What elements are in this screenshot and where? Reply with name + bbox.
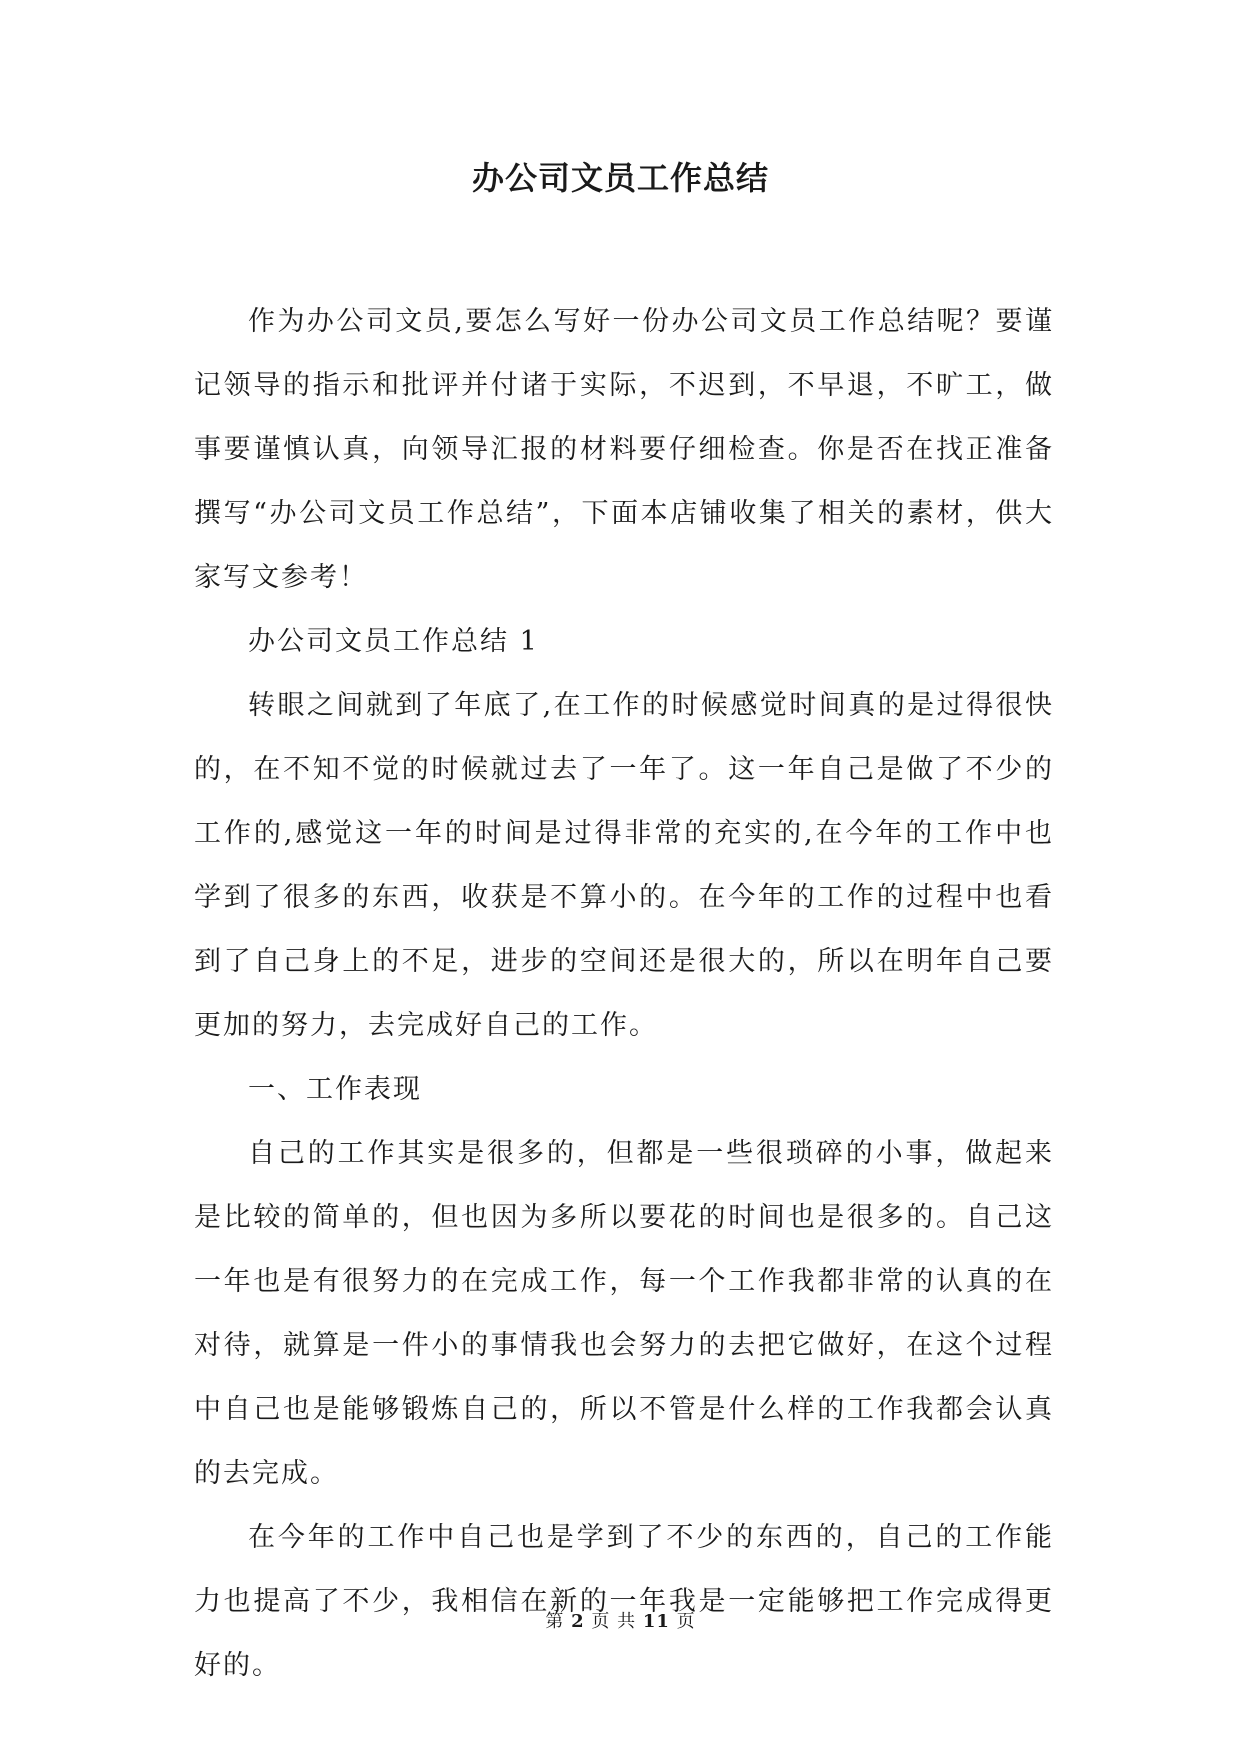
section-heading-work-performance: 一、工作表现 <box>248 1074 422 1105</box>
document-title: 办公司文员工作总结 <box>471 159 769 197</box>
footer-current-page: 2 <box>571 1611 585 1632</box>
document-body <box>194 290 1054 1698</box>
footer-middle: 页 共 <box>591 1611 637 1632</box>
body-paragraph: 在今年的工作中自己也是学到了不少的东西的，自己的工作能力也提高了不少，我相信在新的一年我是一定能够把工作完成得更好的。 <box>194 1522 1054 1681</box>
footer-total-pages: 11 <box>642 1611 670 1632</box>
body-paragraph: 自己的工作其实是很多的，但都是一些很琐碎的小事，做起来是比较的简单的，但也因为多所以要花的时间也是很多的。自己这一年也是有很努力的在完成工作，每一个工作我都非常的认真的在对待，就算是一件小的事情我也会努力的去把它做好，在这个过程中自己也是能够锻炼自己的，所以不管是什么样的工作我都会认真的去完成。 <box>194 1138 1054 1489</box>
page-footer <box>0 1610 1241 1634</box>
footer-prefix: 第 <box>545 1611 565 1632</box>
intro-paragraph: 作为办公司文员,要怎么写好一份办公司文员工作总结呢？要谨记领导的指示和批评并付诸于实际，不迟到，不早退，不旷工，做事要谨慎认真，向领导汇报的材料要仔细检查。你是否在找正准备撰写“办公司文员工作总结”，下面本店铺收集了相关的素材，供大家写文参考！ <box>194 306 1054 593</box>
body-paragraph: 转眼之间就到了年底了,在工作的时候感觉时间真的是过得很快的，在不知不觉的时候就过去了一年了。这一年自己是做了不少的工作的,感觉这一年的时间是过得非常的充实的,在今年的工作中也学到了很多的东西，收获是不算小的。在今年的工作的过程中也看到了自己身上的不足，进步的空间还是很大的，所以在明年自己要更加的努力，去完成好自己的工作。 <box>194 690 1054 1041</box>
section-heading-summary-1: 办公司文员工作总结 1 <box>248 626 539 657</box>
footer-suffix: 页 <box>676 1611 696 1632</box>
